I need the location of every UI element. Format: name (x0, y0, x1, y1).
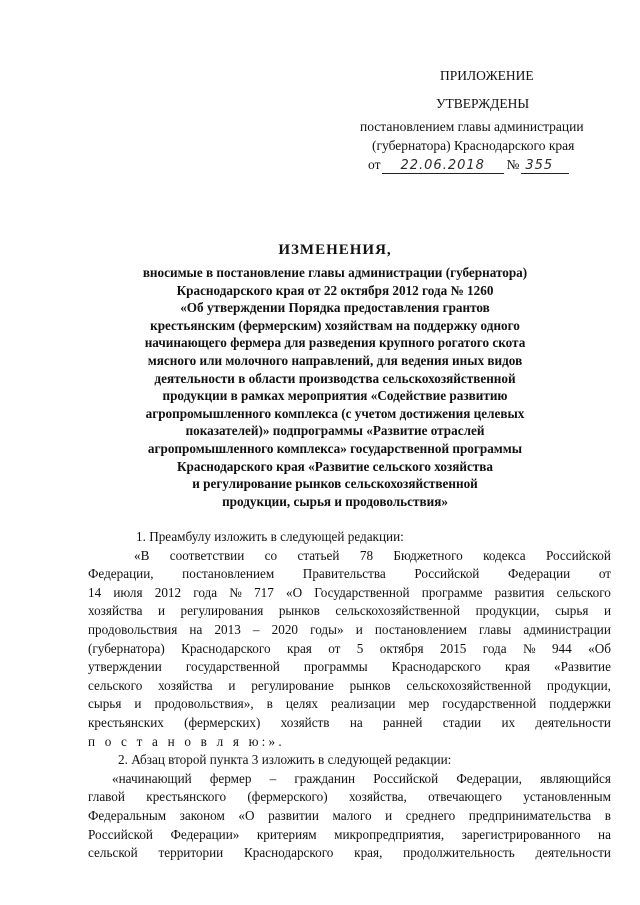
word: июля (113, 584, 143, 600)
word: «Об (588, 640, 611, 656)
word: № (229, 584, 242, 600)
word: Государственной (314, 584, 410, 600)
word: развитии (268, 807, 319, 823)
word: мер (408, 696, 430, 712)
text-line (88, 695, 611, 714)
title-line: вносимые в постановление главы администрации (губернатора) (142, 265, 528, 280)
word: «О (238, 807, 255, 823)
word: 2020 (271, 621, 298, 637)
word: края (505, 659, 530, 675)
word: целях (285, 696, 319, 712)
word: в (604, 807, 611, 823)
word: зарегистрированного (461, 826, 581, 842)
word: продукции, (475, 603, 540, 619)
word: малого (332, 807, 372, 823)
word: территории (158, 845, 224, 861)
word: ранней (383, 714, 423, 730)
word: Федерации (507, 566, 571, 582)
text-line (88, 602, 611, 621)
word: деятельности (535, 845, 611, 861)
word: сельскохозяйственной (406, 677, 532, 693)
word: на (349, 714, 363, 730)
word: сельской (88, 845, 138, 861)
text-line (88, 547, 611, 566)
word: края (286, 640, 312, 656)
approval-line-2: (губернатора) Краснодарского края (372, 138, 575, 153)
word: фермер (209, 770, 252, 786)
word: сырья (555, 603, 589, 619)
title-heading: ИЗМЕНЕНИЯ, (278, 242, 392, 258)
handwritten-date: 22.06.2018 (400, 158, 485, 173)
title-line: показателей)» подпрограммы «Развитие отраслей (185, 423, 485, 439)
title-line: мясного или молочного направлений, для ведения иных видов (147, 352, 523, 368)
word: края, (354, 845, 383, 861)
title-line: крестьянским (фермерским) хозяйствам на поддержку одного (150, 317, 520, 333)
word: хозяйства (88, 603, 143, 619)
word: продовольствия», (154, 696, 254, 712)
title-line: начинающего фермера для разведения крупного рогатого скота (144, 335, 526, 351)
word: сырья (88, 696, 122, 712)
word: на (189, 621, 203, 637)
word: 717 (254, 584, 274, 600)
title-line: агропромышленного комплекса (с учетом достижения целевых (145, 405, 525, 421)
word: «О (285, 584, 303, 600)
word: предпринимательства (468, 807, 592, 823)
text-line (88, 584, 611, 603)
title-line: «Об утверждении Порядка предоставления грантов (180, 300, 490, 316)
text-line (88, 807, 611, 826)
title-line: продукции, сырья и продовольствия» (222, 493, 448, 509)
word: (фермерского) (247, 789, 328, 805)
quote-1 (88, 547, 611, 733)
word: рынков (349, 677, 391, 693)
word: и (228, 677, 236, 693)
word: № (522, 640, 536, 656)
title-lines (100, 264, 570, 510)
word: (фермерских) (184, 714, 261, 730)
word: 78 (359, 547, 374, 563)
text-line (88, 844, 611, 863)
word: со (264, 547, 278, 563)
quote-1-last-line: п о с т а н о в л я ю:». (88, 733, 285, 749)
quote-2 (88, 788, 611, 862)
word: сельского (88, 677, 143, 693)
number-field (521, 157, 569, 174)
word: хозяйств (280, 714, 330, 730)
word: продолжительность (403, 845, 515, 861)
word: и (603, 603, 611, 619)
approved-label: УТВЕРЖДЕНЫ (436, 96, 530, 111)
title-line: и регулирование рынков сельскохозяйственной (192, 476, 478, 492)
word: Российской (414, 566, 480, 582)
word: годы» (310, 621, 344, 637)
word: 2012 (154, 584, 182, 600)
text-line (88, 677, 611, 696)
word: «начинающий (112, 770, 192, 786)
word: регулирование (251, 677, 334, 693)
word: сельскохозяйственной (335, 603, 461, 619)
word: Российской (545, 547, 611, 563)
text-line (88, 714, 611, 733)
word: Бюджетного (393, 547, 463, 563)
text-line (88, 640, 611, 659)
word: статьей (297, 547, 340, 563)
word: установленным (523, 789, 611, 805)
title-line: деятельности в области производства сельскохозяйственной (154, 370, 516, 386)
word: Российской (373, 770, 439, 786)
paragraph-1: 1. Преамбулу изложить в следующей редакции: (136, 529, 404, 544)
word: Российской (88, 826, 153, 842)
word: (губернатора) (88, 640, 165, 656)
word: поддержки (549, 696, 611, 712)
word: продукции, (546, 677, 611, 693)
word: – (269, 770, 277, 786)
word: и (355, 621, 363, 637)
word: Федеральным (88, 807, 167, 823)
word: продовольствия (88, 621, 178, 637)
date-field (382, 157, 504, 174)
handwritten-number: 355 (525, 158, 554, 173)
word: 2015 (440, 640, 467, 656)
number-label: № (506, 157, 520, 172)
word: главы (479, 621, 512, 637)
from-label: от (368, 157, 381, 172)
word: микропредприятия, (334, 826, 445, 842)
word: 5 (356, 640, 364, 656)
text-line (88, 826, 611, 845)
word: являющийся (540, 770, 611, 786)
word: их (501, 714, 516, 730)
paragraph-2: 2. Абзац второй пункта 3 изложить в следующей редакции: (118, 752, 452, 768)
word: – (252, 621, 260, 637)
word: крестьянских (88, 714, 164, 730)
word: главой (88, 789, 125, 805)
quote-2-first-line (88, 770, 611, 789)
text-line (88, 565, 611, 584)
word: Федерации, (88, 566, 154, 582)
word: и (158, 603, 166, 619)
word: «В (134, 547, 150, 563)
document-title (100, 240, 570, 510)
word: государственной (442, 696, 537, 712)
word: Краснодарского (244, 845, 334, 861)
word: Правительства (302, 566, 386, 582)
word: на (598, 826, 611, 842)
word: от (328, 640, 341, 656)
approval-line-1: постановлением главы администрации (360, 119, 584, 134)
word: регулирования (180, 603, 264, 619)
word: и (134, 696, 142, 712)
word: и (385, 807, 393, 823)
word: 944 (551, 640, 572, 656)
word: отвечающего (428, 789, 502, 805)
word: хозяйства (158, 677, 213, 693)
approval-date-line (368, 156, 571, 174)
word: крестьянского (146, 789, 227, 805)
title-line: Краснодарского края от 22 октября 2012 года № 1260 (176, 282, 494, 298)
word: постановлением (374, 621, 467, 637)
word: кодекса (483, 547, 526, 563)
word: Федерации» (170, 826, 240, 842)
word: гражданин (294, 770, 356, 786)
word: среднего (405, 807, 456, 823)
word: программе (421, 584, 483, 600)
word: сельского (556, 584, 611, 600)
word: года (193, 584, 218, 600)
text-line (88, 658, 611, 677)
word: хозяйства, (348, 789, 407, 805)
quote-1-ending (88, 733, 611, 752)
text-line (88, 788, 611, 807)
word: 14 (88, 584, 102, 600)
word: администрации (523, 621, 611, 637)
word: 2013 (214, 621, 241, 637)
title-line: агропромышленного комплекса» государственной программы (147, 440, 523, 456)
title-line: Краснодарского края «Развитие сельского хозяйства (176, 458, 494, 474)
word: утверждении (88, 659, 162, 675)
word: октября (379, 640, 424, 656)
word: развития (494, 584, 545, 600)
word: программы (303, 659, 368, 675)
text-line (88, 621, 611, 640)
title-line: продукции в рамках мероприятия «Содействие развитию (162, 388, 508, 404)
word: в (266, 696, 273, 712)
word: деятельности (535, 714, 611, 730)
word: постановлением (182, 566, 275, 582)
appendix-label: ПРИЛОЖЕНИЕ (440, 68, 534, 83)
word: государственной (185, 659, 280, 675)
word: Федерации, (456, 770, 522, 786)
word: Краснодарского (391, 659, 481, 675)
word: рынков (278, 603, 320, 619)
word: соответствии (169, 547, 245, 563)
word: законом (179, 807, 225, 823)
word: «Развитие (554, 659, 611, 675)
word: от (598, 566, 611, 582)
word: Краснодарского (181, 640, 271, 656)
word: стадии (442, 714, 482, 730)
word: критериям (256, 826, 317, 842)
word: года (482, 640, 507, 656)
document-body (88, 528, 611, 863)
word: реализации (331, 696, 396, 712)
